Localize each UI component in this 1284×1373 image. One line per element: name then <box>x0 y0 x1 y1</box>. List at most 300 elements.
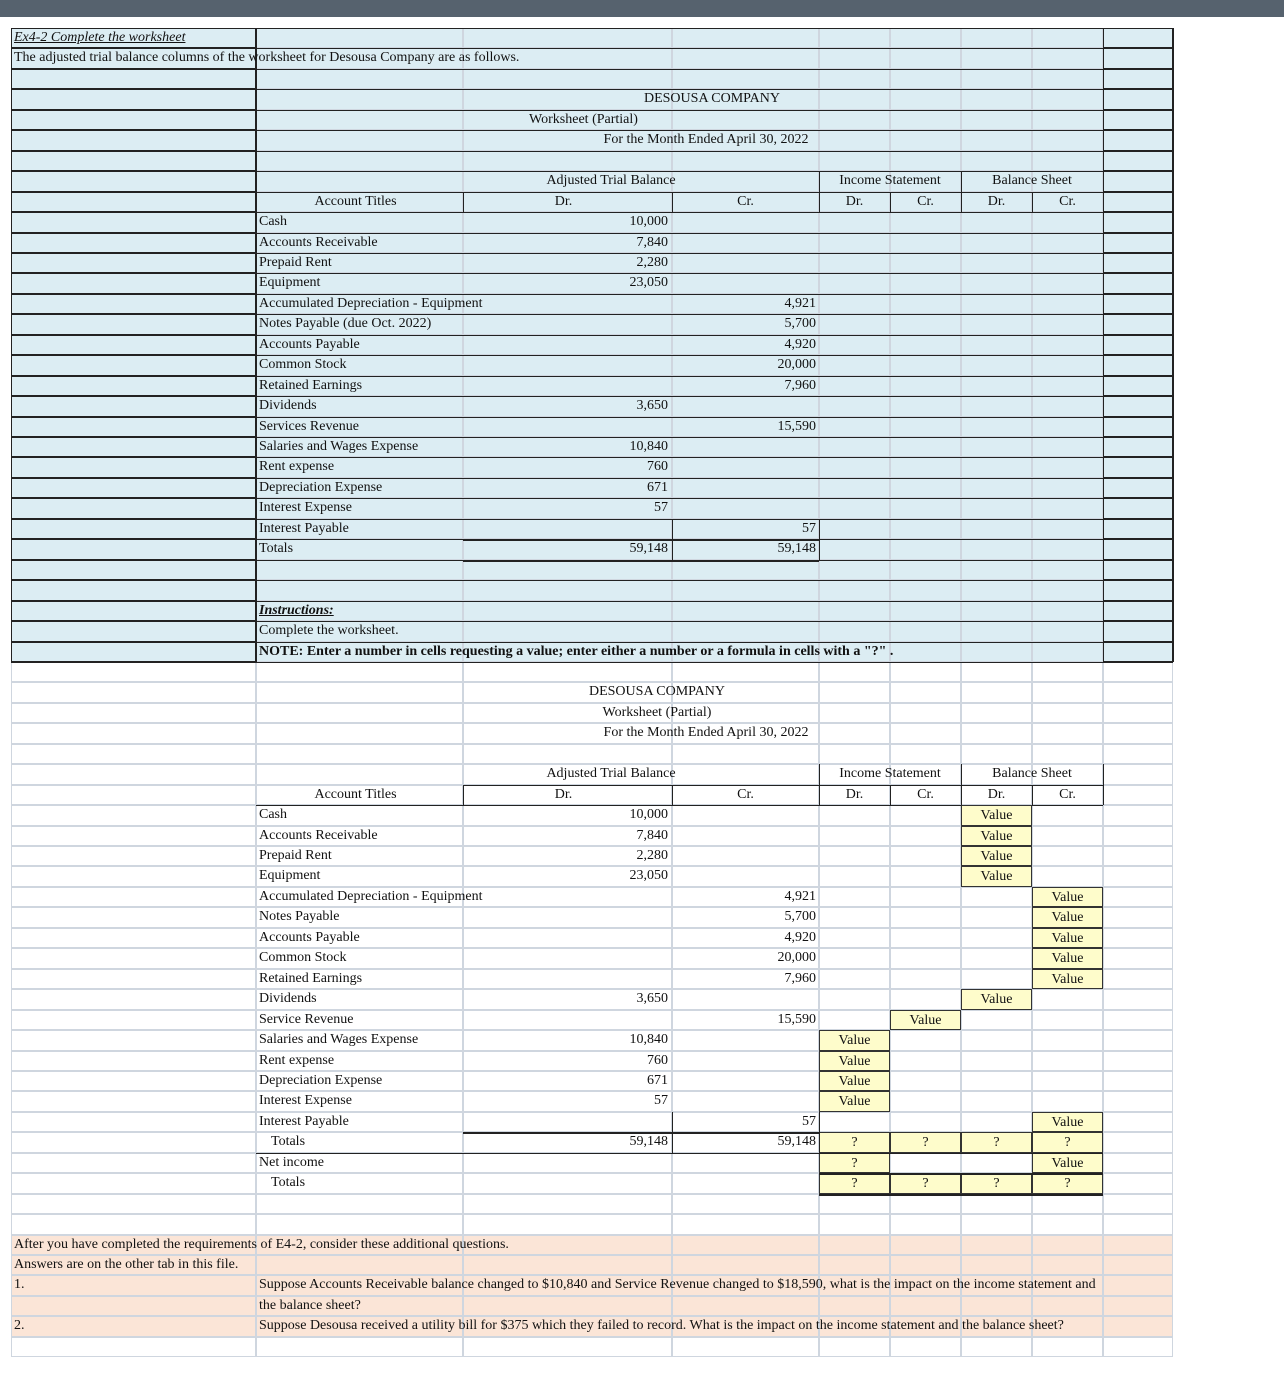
grid-cell[interactable] <box>11 662 256 682</box>
grid-cell[interactable] <box>890 498 961 519</box>
grid-cell[interactable] <box>1103 69 1173 89</box>
grid-cell[interactable] <box>961 48 1032 69</box>
grid-cell[interactable] <box>961 1051 1032 1071</box>
grid-cell[interactable] <box>819 1337 890 1357</box>
bottom-is-dr-input[interactable]: Value <box>819 1071 890 1091</box>
bottom-is-cr-input[interactable]: ? <box>890 1132 961 1153</box>
grid-cell[interactable] <box>11 703 256 723</box>
grid-cell[interactable] <box>1032 1296 1103 1316</box>
grid-cell[interactable] <box>11 110 256 130</box>
grid-cell[interactable] <box>961 1296 1032 1316</box>
grid-cell[interactable] <box>11 192 256 212</box>
grid-cell[interactable] <box>961 355 1032 376</box>
grid-cell[interactable] <box>11 928 256 948</box>
grid-cell[interactable] <box>1032 294 1103 314</box>
grid-cell[interactable] <box>1103 989 1173 1010</box>
grid-cell[interactable] <box>961 969 1032 989</box>
grid-cell[interactable] <box>11 1194 256 1214</box>
grid-cell[interactable] <box>1103 294 1173 314</box>
grid-cell[interactable] <box>961 457 1032 478</box>
grid-cell[interactable] <box>890 703 961 723</box>
grid-cell[interactable] <box>672 866 819 887</box>
grid-cell[interactable] <box>1103 253 1173 273</box>
grid-cell[interactable] <box>1103 1112 1173 1132</box>
grid-cell[interactable] <box>890 1153 961 1173</box>
grid-cell[interactable] <box>672 1153 819 1173</box>
grid-cell[interactable] <box>890 478 961 498</box>
grid-cell[interactable] <box>890 682 961 703</box>
grid-cell[interactable] <box>672 744 819 764</box>
grid-cell[interactable] <box>11 989 256 1010</box>
grid-cell[interactable] <box>890 212 961 233</box>
grid-cell[interactable] <box>890 376 961 396</box>
bottom-is-cr-input[interactable]: ? <box>890 1173 961 1194</box>
grid-cell[interactable] <box>819 1010 890 1030</box>
grid-cell[interactable] <box>463 560 672 580</box>
grid-cell[interactable] <box>961 110 1032 130</box>
grid-cell[interactable] <box>1103 805 1173 826</box>
grid-cell[interactable] <box>672 28 819 48</box>
grid-cell[interactable] <box>1032 560 1103 580</box>
bottom-bs-dr-input[interactable]: Value <box>961 866 1032 887</box>
bottom-bs-cr-input[interactable]: Value <box>1032 1153 1103 1173</box>
grid-cell[interactable] <box>11 744 256 764</box>
grid-cell[interactable] <box>890 417 961 437</box>
grid-cell[interactable] <box>1103 703 1173 723</box>
grid-cell[interactable] <box>1103 519 1173 539</box>
grid-cell[interactable] <box>819 233 890 253</box>
grid-cell[interactable] <box>11 1132 256 1153</box>
grid-cell[interactable] <box>1103 682 1173 703</box>
grid-cell[interactable] <box>890 907 961 928</box>
grid-cell[interactable] <box>1103 171 1173 192</box>
grid-cell[interactable] <box>890 1337 961 1357</box>
grid-cell[interactable] <box>890 744 961 764</box>
grid-cell[interactable] <box>11 253 256 273</box>
grid-cell[interactable] <box>1032 417 1103 437</box>
grid-cell[interactable] <box>961 89 1032 110</box>
grid-cell[interactable] <box>11 887 256 907</box>
grid-cell[interactable] <box>890 1194 961 1214</box>
grid-cell[interactable] <box>1103 457 1173 478</box>
grid-cell[interactable] <box>961 682 1032 703</box>
grid-cell[interactable] <box>11 907 256 928</box>
grid-cell[interactable] <box>11 273 256 294</box>
grid-cell[interactable] <box>1103 969 1173 989</box>
grid-cell[interactable] <box>961 294 1032 314</box>
grid-cell[interactable] <box>1103 48 1173 69</box>
grid-cell[interactable] <box>890 826 961 846</box>
grid-cell[interactable] <box>1103 723 1173 744</box>
grid-cell[interactable] <box>1032 1091 1103 1112</box>
grid-cell[interactable] <box>890 1030 961 1051</box>
grid-cell[interactable] <box>890 1235 961 1255</box>
grid-cell[interactable] <box>961 1255 1032 1275</box>
grid-cell[interactable] <box>961 887 1032 907</box>
grid-cell[interactable] <box>11 1071 256 1091</box>
grid-cell[interactable] <box>256 580 463 601</box>
grid-cell[interactable] <box>11 866 256 887</box>
grid-cell[interactable] <box>961 69 1032 89</box>
grid-cell[interactable] <box>11 417 256 437</box>
grid-cell[interactable] <box>672 805 819 826</box>
bottom-is-dr-input[interactable]: ? <box>819 1173 890 1194</box>
grid-cell[interactable] <box>819 1112 890 1132</box>
grid-cell[interactable] <box>961 335 1032 355</box>
grid-cell[interactable] <box>819 1296 890 1316</box>
grid-cell[interactable] <box>890 28 961 48</box>
grid-cell[interactable] <box>11 376 256 396</box>
grid-cell[interactable] <box>672 273 819 294</box>
grid-cell[interactable] <box>11 1153 256 1173</box>
grid-cell[interactable] <box>1032 253 1103 273</box>
grid-cell[interactable] <box>961 314 1032 335</box>
grid-cell[interactable] <box>256 130 463 151</box>
bottom-bs-cr-input[interactable]: Value <box>1032 928 1103 948</box>
grid-cell[interactable] <box>1103 744 1173 764</box>
grid-cell[interactable] <box>961 498 1032 519</box>
grid-cell[interactable] <box>672 846 819 866</box>
bottom-bs-dr-input[interactable]: Value <box>961 826 1032 846</box>
grid-cell[interactable] <box>890 314 961 335</box>
grid-cell[interactable] <box>672 1030 819 1051</box>
grid-cell[interactable] <box>961 130 1032 151</box>
grid-cell[interactable] <box>819 335 890 355</box>
grid-cell[interactable] <box>1103 907 1173 928</box>
grid-cell[interactable] <box>11 621 256 642</box>
grid-cell[interactable] <box>890 846 961 866</box>
grid-cell[interactable] <box>1103 928 1173 948</box>
grid-cell[interactable] <box>1103 1173 1173 1194</box>
grid-cell[interactable] <box>890 233 961 253</box>
grid-cell[interactable] <box>819 417 890 437</box>
grid-cell[interactable] <box>890 69 961 89</box>
bottom-bs-cr-input[interactable]: Value <box>1032 1112 1103 1132</box>
grid-cell[interactable] <box>11 764 256 785</box>
grid-cell[interactable] <box>672 151 819 171</box>
grid-cell[interactable] <box>1103 1235 1173 1255</box>
grid-cell[interactable] <box>1032 539 1103 560</box>
grid-cell[interactable] <box>672 1091 819 1112</box>
grid-cell[interactable] <box>819 253 890 273</box>
grid-cell[interactable] <box>11 539 256 560</box>
grid-cell[interactable] <box>463 662 672 682</box>
grid-cell[interactable] <box>961 437 1032 457</box>
grid-cell[interactable] <box>1032 396 1103 417</box>
grid-cell[interactable] <box>890 519 961 539</box>
grid-cell[interactable] <box>961 1214 1032 1235</box>
grid-cell[interactable] <box>1103 110 1173 130</box>
grid-cell[interactable] <box>11 580 256 601</box>
grid-cell[interactable] <box>672 580 819 601</box>
grid-cell[interactable] <box>890 396 961 417</box>
grid-cell[interactable] <box>890 1255 961 1275</box>
grid-cell[interactable] <box>1032 376 1103 396</box>
grid-cell[interactable] <box>819 478 890 498</box>
grid-cell[interactable] <box>1032 989 1103 1010</box>
grid-cell[interactable] <box>1103 130 1173 151</box>
grid-cell[interactable] <box>672 437 819 457</box>
grid-cell[interactable] <box>819 457 890 478</box>
grid-cell[interactable] <box>11 335 256 355</box>
grid-cell[interactable] <box>961 1091 1032 1112</box>
grid-cell[interactable] <box>1032 110 1103 130</box>
grid-cell[interactable] <box>819 314 890 335</box>
grid-cell[interactable] <box>672 212 819 233</box>
grid-cell[interactable] <box>890 1051 961 1071</box>
grid-cell[interactable] <box>819 846 890 866</box>
grid-cell[interactable] <box>819 805 890 826</box>
grid-cell[interactable] <box>819 498 890 519</box>
grid-cell[interactable] <box>463 69 672 89</box>
grid-cell[interactable] <box>819 907 890 928</box>
grid-cell[interactable] <box>11 805 256 826</box>
grid-cell[interactable] <box>1032 846 1103 866</box>
grid-cell[interactable] <box>961 744 1032 764</box>
grid-cell[interactable] <box>11 355 256 376</box>
bottom-is-dr-input[interactable]: Value <box>819 1091 890 1112</box>
grid-cell[interactable] <box>463 1194 672 1214</box>
grid-cell[interactable] <box>11 294 256 314</box>
grid-cell[interactable] <box>1032 1010 1103 1030</box>
grid-cell[interactable] <box>256 703 463 723</box>
grid-cell[interactable] <box>890 273 961 294</box>
grid-cell[interactable] <box>1032 233 1103 253</box>
grid-cell[interactable] <box>11 826 256 846</box>
grid-cell[interactable] <box>819 621 890 642</box>
grid-cell[interactable] <box>819 48 890 69</box>
bottom-bs-cr-input[interactable]: Value <box>1032 948 1103 969</box>
grid-cell[interactable] <box>961 1194 1032 1214</box>
grid-cell[interactable] <box>819 212 890 233</box>
grid-cell[interactable] <box>1103 151 1173 171</box>
grid-cell[interactable] <box>961 1030 1032 1051</box>
grid-cell[interactable] <box>819 928 890 948</box>
grid-cell[interactable] <box>819 580 890 601</box>
grid-cell[interactable] <box>890 355 961 376</box>
grid-cell[interactable] <box>1032 1071 1103 1091</box>
bottom-bs-dr-input[interactable]: ? <box>961 1173 1032 1194</box>
grid-cell[interactable] <box>11 478 256 498</box>
bottom-bs-dr-input[interactable]: Value <box>961 989 1032 1010</box>
grid-cell[interactable] <box>672 396 819 417</box>
grid-cell[interactable] <box>1103 764 1173 785</box>
grid-cell[interactable] <box>890 1112 961 1132</box>
grid-cell[interactable] <box>256 1337 463 1357</box>
grid-cell[interactable] <box>961 948 1032 969</box>
grid-cell[interactable] <box>961 273 1032 294</box>
grid-cell[interactable] <box>1103 601 1173 621</box>
grid-cell[interactable] <box>890 253 961 273</box>
grid-cell[interactable] <box>890 989 961 1010</box>
grid-cell[interactable] <box>1032 1214 1103 1235</box>
grid-cell[interactable] <box>819 662 890 682</box>
grid-cell[interactable] <box>1103 437 1173 457</box>
grid-cell[interactable] <box>961 1071 1032 1091</box>
grid-cell[interactable] <box>961 662 1032 682</box>
grid-cell[interactable] <box>1032 335 1103 355</box>
grid-cell[interactable] <box>890 437 961 457</box>
grid-cell[interactable] <box>463 151 672 171</box>
grid-cell[interactable] <box>1032 498 1103 519</box>
grid-cell[interactable] <box>890 1091 961 1112</box>
grid-cell[interactable] <box>1103 417 1173 437</box>
bottom-is-dr-input[interactable]: ? <box>819 1132 890 1153</box>
grid-cell[interactable] <box>1103 1010 1173 1030</box>
grid-cell[interactable] <box>819 294 890 314</box>
grid-cell[interactable] <box>1103 335 1173 355</box>
grid-cell[interactable] <box>890 601 961 621</box>
grid-cell[interactable] <box>890 560 961 580</box>
grid-cell[interactable] <box>1032 478 1103 498</box>
grid-cell[interactable] <box>1103 621 1173 642</box>
grid-cell[interactable] <box>961 151 1032 171</box>
grid-cell[interactable] <box>1103 314 1173 335</box>
grid-cell[interactable] <box>1103 846 1173 866</box>
grid-cell[interactable] <box>256 1214 463 1235</box>
grid-cell[interactable] <box>1103 1153 1173 1173</box>
grid-cell[interactable] <box>1032 1194 1103 1214</box>
grid-cell[interactable] <box>961 621 1032 642</box>
grid-cell[interactable] <box>890 1214 961 1235</box>
bottom-bs-cr-input[interactable]: Value <box>1032 969 1103 989</box>
grid-cell[interactable] <box>11 396 256 417</box>
grid-cell[interactable] <box>256 171 463 192</box>
grid-cell[interactable] <box>256 151 463 171</box>
grid-cell[interactable] <box>1032 723 1103 744</box>
grid-cell[interactable] <box>256 662 463 682</box>
grid-cell[interactable] <box>1103 1071 1173 1091</box>
grid-cell[interactable] <box>961 907 1032 928</box>
grid-cell[interactable] <box>890 457 961 478</box>
grid-cell[interactable] <box>819 437 890 457</box>
grid-cell[interactable] <box>819 396 890 417</box>
bottom-is-cr-input[interactable]: Value <box>890 1010 961 1030</box>
grid-cell[interactable] <box>819 1235 890 1255</box>
grid-cell[interactable] <box>961 253 1032 273</box>
grid-cell[interactable] <box>819 355 890 376</box>
grid-cell[interactable] <box>1103 866 1173 887</box>
bottom-bs-dr-input[interactable]: ? <box>961 1132 1032 1153</box>
grid-cell[interactable] <box>961 723 1032 744</box>
grid-cell[interactable] <box>1032 826 1103 846</box>
grid-cell[interactable] <box>11 1112 256 1132</box>
grid-cell[interactable] <box>819 376 890 396</box>
grid-cell[interactable] <box>1103 212 1173 233</box>
bottom-is-dr-input[interactable]: Value <box>819 1051 890 1071</box>
grid-cell[interactable] <box>1103 192 1173 212</box>
grid-cell[interactable] <box>819 989 890 1010</box>
grid-cell[interactable] <box>256 28 463 48</box>
grid-cell[interactable] <box>961 478 1032 498</box>
grid-cell[interactable] <box>463 28 672 48</box>
grid-cell[interactable] <box>672 498 819 519</box>
grid-cell[interactable] <box>1103 1296 1173 1316</box>
grid-cell[interactable] <box>1103 948 1173 969</box>
grid-cell[interactable] <box>819 28 890 48</box>
grid-cell[interactable] <box>819 1255 890 1275</box>
grid-cell[interactable] <box>890 928 961 948</box>
grid-cell[interactable] <box>672 560 819 580</box>
bottom-bs-cr-input[interactable]: ? <box>1032 1173 1103 1194</box>
grid-cell[interactable] <box>11 457 256 478</box>
grid-cell[interactable] <box>1103 1214 1173 1235</box>
grid-cell[interactable] <box>672 826 819 846</box>
grid-cell[interactable] <box>819 969 890 989</box>
grid-cell[interactable] <box>1032 48 1103 69</box>
grid-cell[interactable] <box>1032 1235 1103 1255</box>
grid-cell[interactable] <box>961 212 1032 233</box>
grid-cell[interactable] <box>819 826 890 846</box>
grid-cell[interactable] <box>1032 601 1103 621</box>
grid-cell[interactable] <box>1032 621 1103 642</box>
grid-cell[interactable] <box>1032 89 1103 110</box>
grid-cell[interactable] <box>890 662 961 682</box>
grid-cell[interactable] <box>11 233 256 253</box>
grid-cell[interactable] <box>1103 887 1173 907</box>
grid-cell[interactable] <box>1103 355 1173 376</box>
grid-cell[interactable] <box>672 69 819 89</box>
grid-cell[interactable] <box>11 1316 256 1337</box>
grid-cell[interactable] <box>672 233 819 253</box>
grid-cell[interactable] <box>1032 69 1103 89</box>
grid-cell[interactable] <box>890 335 961 355</box>
grid-cell[interactable] <box>11 151 256 171</box>
grid-cell[interactable] <box>672 478 819 498</box>
grid-cell[interactable] <box>890 621 961 642</box>
grid-cell[interactable] <box>1103 1091 1173 1112</box>
grid-cell[interactable] <box>1103 89 1173 110</box>
grid-cell[interactable] <box>1103 28 1173 48</box>
grid-cell[interactable] <box>11 1173 256 1194</box>
grid-cell[interactable] <box>890 294 961 314</box>
bottom-is-dr-input[interactable]: ? <box>819 1153 890 1173</box>
grid-cell[interactable] <box>1103 478 1173 498</box>
grid-cell[interactable] <box>1032 1051 1103 1071</box>
grid-cell[interactable] <box>890 539 961 560</box>
grid-cell[interactable] <box>11 601 256 621</box>
grid-cell[interactable] <box>819 151 890 171</box>
grid-cell[interactable] <box>819 560 890 580</box>
grid-cell[interactable] <box>463 580 672 601</box>
grid-cell[interactable] <box>1103 376 1173 396</box>
grid-cell[interactable] <box>1103 560 1173 580</box>
grid-cell[interactable] <box>961 703 1032 723</box>
grid-cell[interactable] <box>1103 233 1173 253</box>
grid-cell[interactable] <box>256 764 463 785</box>
bottom-bs-dr-input[interactable]: Value <box>961 846 1032 866</box>
grid-cell[interactable] <box>11 314 256 335</box>
grid-cell[interactable] <box>11 498 256 519</box>
grid-cell[interactable] <box>890 151 961 171</box>
grid-cell[interactable] <box>463 601 672 621</box>
grid-cell[interactable] <box>256 560 463 580</box>
grid-cell[interactable] <box>1103 826 1173 846</box>
grid-cell[interactable] <box>11 846 256 866</box>
grid-cell[interactable] <box>890 48 961 69</box>
grid-cell[interactable] <box>256 682 463 703</box>
grid-cell[interactable] <box>11 642 256 662</box>
bottom-bs-cr-input[interactable]: ? <box>1032 1132 1103 1153</box>
grid-cell[interactable] <box>1032 662 1103 682</box>
grid-cell[interactable] <box>1103 1255 1173 1275</box>
grid-cell[interactable] <box>11 1296 256 1316</box>
grid-cell[interactable] <box>961 1337 1032 1357</box>
grid-cell[interactable] <box>1032 437 1103 457</box>
grid-cell[interactable] <box>463 1255 672 1275</box>
grid-cell[interactable] <box>1103 580 1173 601</box>
grid-cell[interactable] <box>961 539 1032 560</box>
